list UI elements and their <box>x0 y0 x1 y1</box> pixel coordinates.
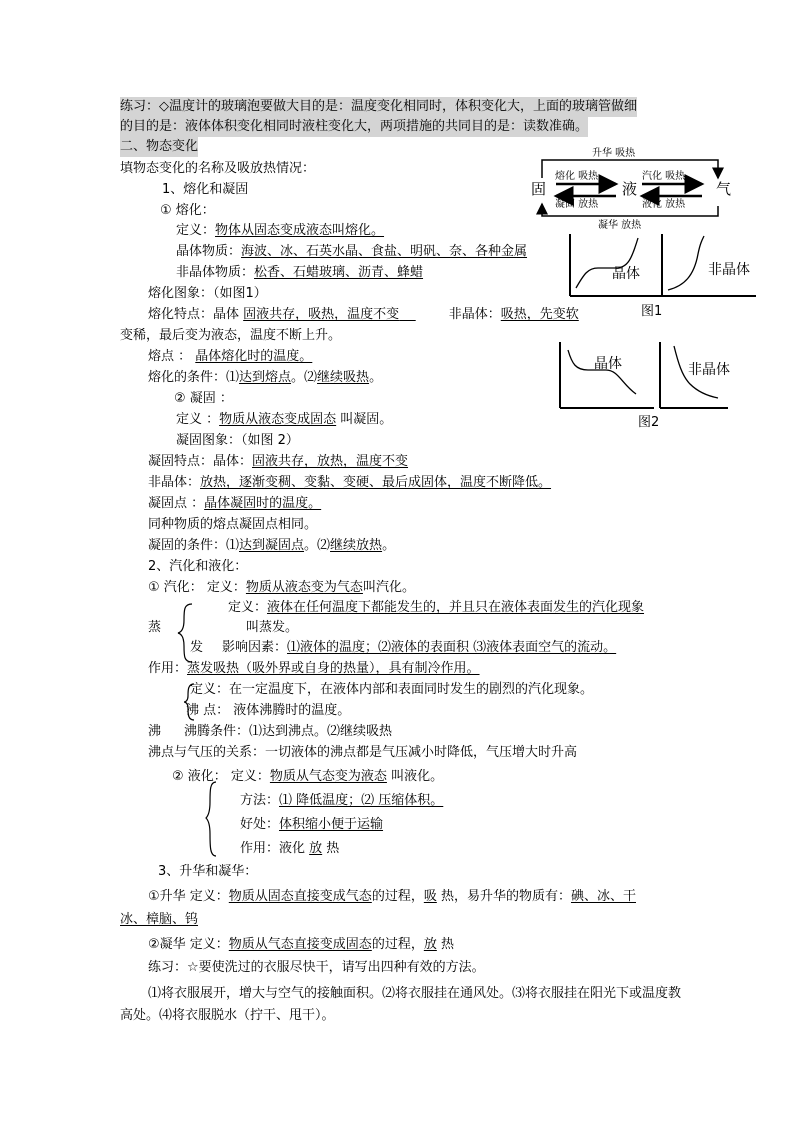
practice1-line2: 的目的是：液体体积变化相同时液柱变化大，两项措施的共同目的是：读数准确。 <box>120 117 588 137</box>
liquefy-brace <box>204 780 218 858</box>
sublimation-substances: 冰、樟脑、钨 <box>120 912 199 927</box>
practice2-answer-2: 高处。⑷将衣服脱水（拧干、甩干）。 <box>120 1008 335 1023</box>
melt-heading: 1、熔化和凝固 <box>162 182 249 197</box>
liquefy-methods: 方法：⑴ 降低温度；⑵ 压缩体积。 <box>240 793 444 808</box>
evaporation-char-2: 发 <box>190 640 204 655</box>
deposition-definition: ②凝华 定义：物质从气态直接变成固态的过程，放 热 <box>148 937 454 952</box>
boiling-definition: 定义：在一定温度下，在液体内部和表面同时发生的剧烈的汽化现象。 <box>190 682 594 697</box>
melt-features: 熔化特点：晶体 固液共存，吸热，温度不变 非晶体：吸热，先变软 <box>148 307 579 322</box>
practice2-question: 练习：☆要使洗过的衣服尽快干，请写出四种有效的方法。 <box>148 960 485 975</box>
state-gas: 气 <box>716 180 732 198</box>
boiling-pressure: 沸点与气压的关系：一切液体的沸点都是气压减小时降低，气压增大时升高 <box>148 745 578 760</box>
liquefy-definition: ② 液化： 定义：物质从气态变为液态 叫液化。 <box>172 769 444 784</box>
boiling-conditions: 沸腾条件：⑴达到沸点。⑵继续吸热 <box>184 724 393 739</box>
solidify-conditions: 凝固的条件：⑴达到凝固点。⑵继续放热。 <box>148 538 396 553</box>
fig2-caption: 图2 <box>638 415 660 430</box>
solidify-point: 凝固点 ：晶体凝固时的温度。 <box>148 496 322 511</box>
evaporation-definition: 定义：液体在任何温度下都能发生的，并且只在液体表面发生的汽化现象 <box>228 600 645 615</box>
boiling-char-1: 沸 <box>148 724 162 739</box>
melt-graph-ref: 熔化图象：（如图1） <box>148 286 267 301</box>
solidify-definition: 定义 ：物质从液态变成固态 叫凝固。 <box>176 412 393 427</box>
evaporation-factors: 影响因素：⑴液体的温度；⑵液体的表面积 ⑶液体表面空气的流动。 <box>222 640 617 655</box>
liquefy-benefit: 好处：体积缩小便于运输 <box>240 817 384 832</box>
boiling-point: 沸 点： 液体沸腾时的温度。 <box>186 703 351 718</box>
label-melting: 熔化 吸热 <box>555 171 599 182</box>
sublime-heading: 3、升华和凝华： <box>158 864 258 879</box>
melt-noncrystals: 非晶体物质：松香、石蜡玻璃、沥青、蜂蜡 <box>176 265 424 280</box>
label-liquefaction: 液化 放热 <box>642 199 686 210</box>
practice2-answer-1: ⑴将衣服展开，增大与空气的接触面积。⑵将衣服挂在通风处。⑶将衣服挂在阳光下或温度教 <box>148 986 682 1001</box>
state-solid: 固 <box>531 180 547 198</box>
same-point-note: 同种物质的熔点凝固点相同。 <box>148 517 318 532</box>
fig2-crystal-label: 晶体 <box>594 356 622 372</box>
label-solidifying: 凝固 放热 <box>555 199 599 210</box>
melt-conditions: 熔化的条件：⑴达到熔点。⑵继续吸热。 <box>148 370 383 385</box>
melt-crystals: 晶体物质：海波、冰、石英水晶、食盐、明矾、奈、各种金属 <box>176 244 528 259</box>
label-deposition: 凝华 放热 <box>598 220 642 231</box>
melt-point: 熔点 ： 晶体熔化时的温度。 <box>148 349 313 364</box>
sublimation-definition: ①升华 定义：物质从固态直接变成气态的过程，吸 热，易升华的物质有：碘、冰、干 <box>148 889 636 904</box>
solidify-noncrystal: 非晶体：放热，逐渐变稠、变黏、变硬、最后成固体，温度不断降低。 <box>148 475 552 490</box>
label-sublimation: 升华 吸热 <box>592 148 636 159</box>
evaporation-definition-cont: 叫蒸发。 <box>246 620 299 635</box>
melt-item: ① 熔化： <box>160 203 215 218</box>
solidify-graph-ref: 凝固图象：（如图 2） <box>176 433 299 448</box>
fig1-crystal-label: 晶体 <box>612 266 640 282</box>
state-liquid: 液 <box>622 180 638 198</box>
vapor-heading: 2、汽化和液化： <box>148 559 248 574</box>
section-title: 二、物态变化 <box>120 137 198 157</box>
vapor-definition: ① 汽化： 定义：物质从液态变为气态叫汽化。 <box>148 580 415 595</box>
fig1-caption: 图1 <box>641 304 663 319</box>
label-vaporization: 汽化 吸热 <box>642 171 686 182</box>
melt-features-cont: 变稀，最后变为液态，温度不断上升。 <box>120 328 342 343</box>
practice1-line1: 练习：◇温度计的玻璃泡要做大目的是：温度变化相同时，体积变化大，上面的玻璃管做细 <box>120 97 637 117</box>
liquefy-effect: 作用：液化 放 热 <box>240 841 340 856</box>
solidify-item: ② 凝固 ： <box>174 391 233 406</box>
fig1-noncrystal-label: 非晶体 <box>708 262 750 278</box>
evaporation-char-1: 蒸 <box>148 620 162 635</box>
fig2-noncrystal-label: 非晶体 <box>688 362 730 378</box>
evaporation-effect: 作用：蒸发吸热（吸外界或自身的热量），具有制冷作用。 <box>148 661 480 676</box>
solidify-features: 凝固特点：晶体：固液共存，放热，温度不变 <box>148 454 409 469</box>
fig2-crystal-graph <box>556 340 656 410</box>
section-intro: 填物态变化的名称及吸放热情况： <box>120 161 316 176</box>
melt-definition: 定义：物体从固态变成液态叫熔化。 <box>176 223 385 238</box>
